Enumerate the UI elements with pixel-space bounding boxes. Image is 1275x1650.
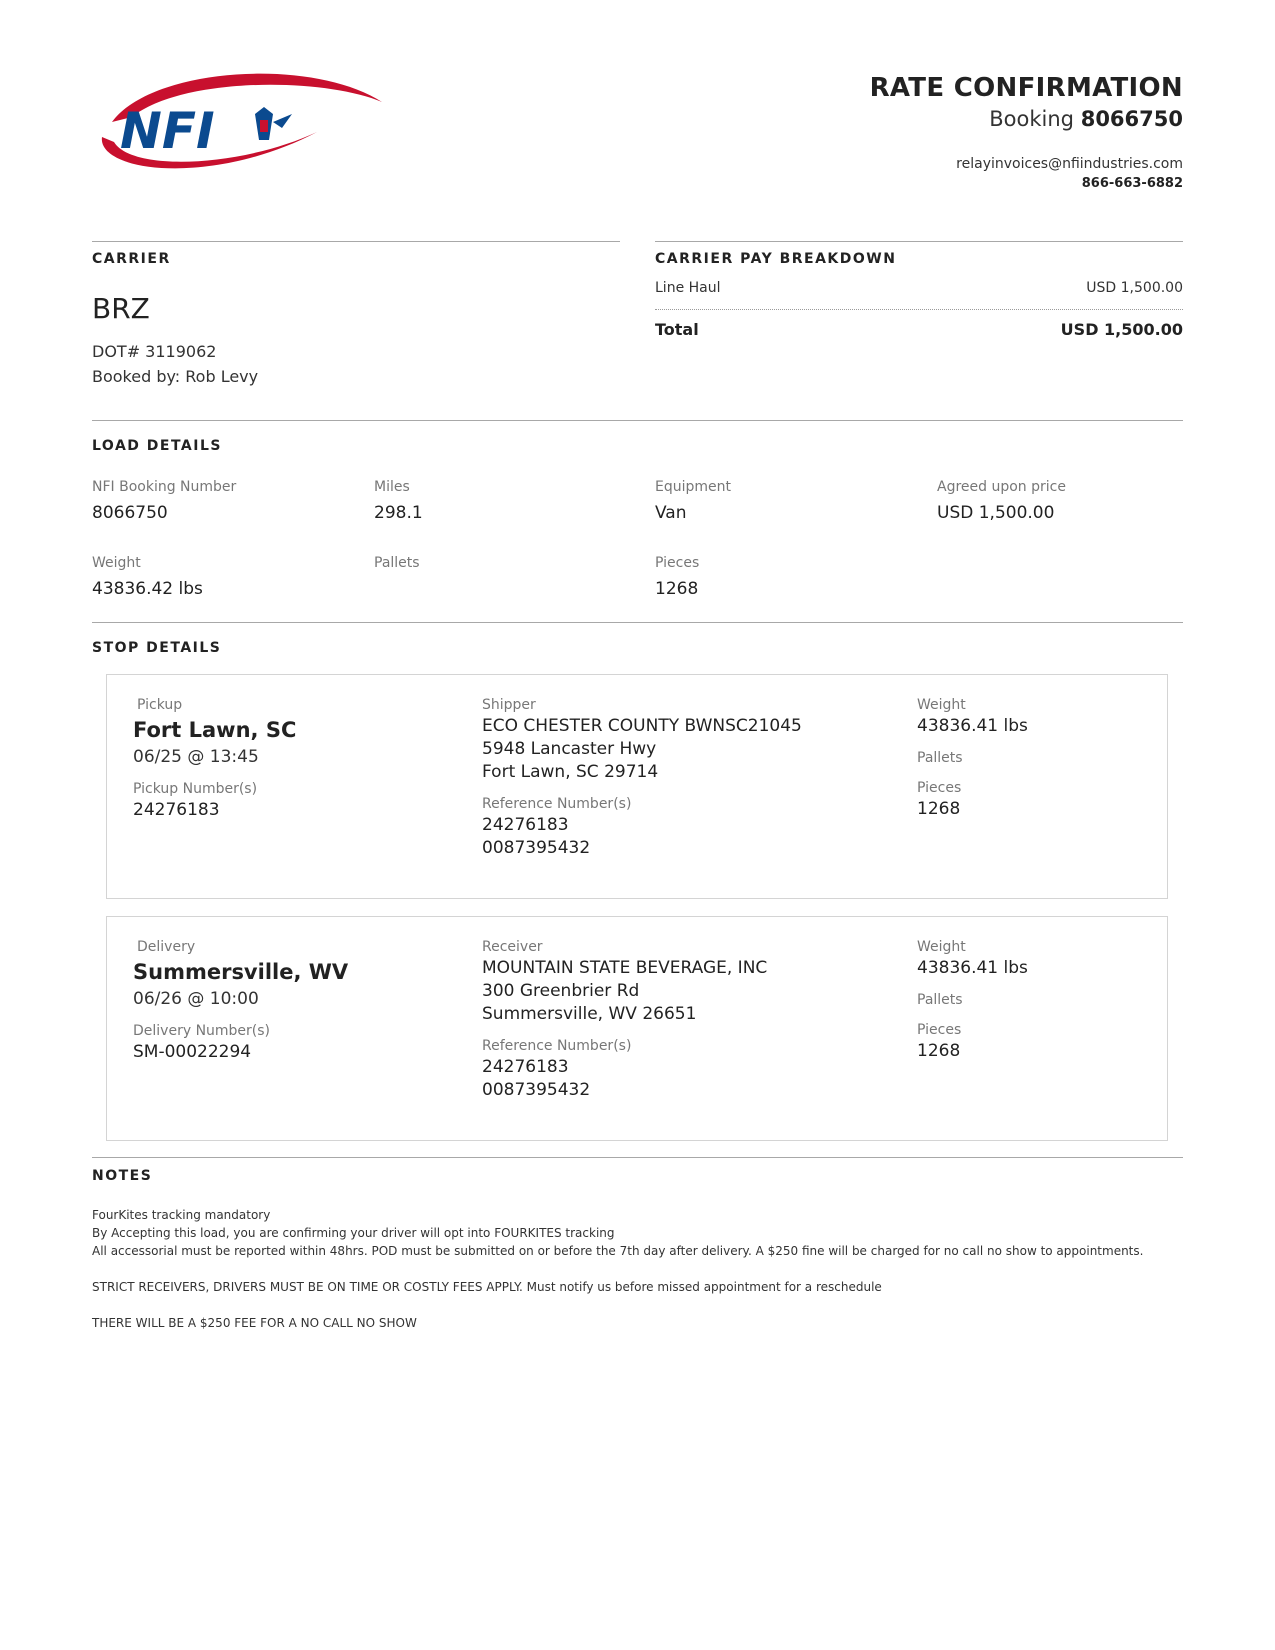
stop-datetime: 06/25 @ 13:45 — [133, 747, 259, 767]
party-address-line1: 300 Greenbrier Rd — [482, 981, 640, 1001]
field-label: Agreed upon price — [937, 479, 1066, 495]
field-label: Miles — [374, 479, 410, 495]
stop-number: 24276183 — [133, 800, 220, 820]
load-field-equipment — [655, 477, 731, 525]
stop-party — [482, 937, 767, 1102]
reference-number: 0087395432 — [482, 1080, 591, 1100]
contact-email[interactable]: relayinvoices@nfiindustries.com — [956, 156, 1183, 172]
note-line: By Accepting this load, you are confirming your driver will opt into FOURKITES tracking — [92, 1226, 615, 1240]
pallets-label: Pallets — [917, 992, 963, 1008]
line-haul-row — [655, 280, 1183, 296]
pay-heading: CARRIER PAY BREAKDOWN — [655, 251, 897, 267]
reference-number: 24276183 — [482, 1057, 569, 1077]
note-line: THERE WILL BE A $250 FEE FOR A NO CALL NO SHOW — [92, 1316, 417, 1330]
weight-label: Weight — [917, 697, 966, 713]
field-value: 8066750 — [92, 503, 168, 523]
note-line: STRICT RECEIVERS, DRIVERS MUST BE ON TIME OR COSTLY FEES APPLY. Must notify us before missed appointment for a reschedule — [92, 1280, 882, 1294]
weight-value: 43836.41 lbs — [917, 958, 1028, 978]
pieces-label: Pieces — [917, 780, 962, 796]
total-value: USD 1,500.00 — [1060, 320, 1183, 339]
reference-label: Reference Number(s) — [482, 1038, 632, 1054]
carrier-name: BRZ — [92, 292, 150, 325]
stop-freight — [917, 695, 1028, 821]
field-value: 298.1 — [374, 503, 423, 523]
party-address-line2: Summersville, WV 26651 — [482, 1004, 697, 1024]
pieces-value: 1268 — [917, 1041, 961, 1061]
divider — [92, 1157, 1183, 1158]
load-field-booking-number — [92, 477, 236, 525]
divider — [655, 241, 1183, 242]
booking-label: Booking — [989, 107, 1075, 131]
stop-card-delivery — [106, 916, 1168, 1141]
reference-number: 24276183 — [482, 815, 569, 835]
field-label: Pieces — [655, 555, 700, 571]
field-value: Van — [655, 503, 687, 523]
divider — [92, 420, 1183, 421]
load-field-miles — [374, 477, 423, 525]
carrier-dot: DOT# 3119062 — [92, 342, 217, 361]
field-label: Pallets — [374, 555, 420, 571]
logo-text: NFI — [120, 102, 215, 160]
field-value: USD 1,500.00 — [937, 503, 1055, 523]
party-address-line1: 5948 Lancaster Hwy — [482, 739, 657, 759]
load-field-agreed-price — [937, 477, 1066, 525]
dotted-divider — [655, 309, 1183, 310]
nfi-logo — [92, 62, 392, 187]
total-row — [655, 320, 1183, 339]
stop-number-label: Delivery Number(s) — [133, 1023, 271, 1039]
field-label: Equipment — [655, 479, 731, 495]
line-haul-value: USD 1,500.00 — [1086, 280, 1183, 296]
field-label: Weight — [92, 555, 141, 571]
line-haul-label: Line Haul — [655, 280, 721, 296]
pallets-label: Pallets — [917, 750, 963, 766]
party-name: ECO CHESTER COUNTY BWNSC21045 — [482, 716, 802, 736]
load-heading: LOAD DETAILS — [92, 438, 222, 454]
stop-card-pickup — [106, 674, 1168, 899]
stop-city: Fort Lawn, SC — [133, 718, 297, 742]
party-label: Receiver — [482, 939, 543, 955]
stops-heading: STOP DETAILS — [92, 640, 222, 656]
field-value: 43836.42 lbs — [92, 579, 203, 599]
booking-number: 8066750 — [1080, 107, 1183, 131]
stop-summary — [133, 937, 348, 1064]
eagle-icon — [255, 107, 292, 140]
reference-number: 0087395432 — [482, 838, 591, 858]
booked-by: Booked by: Rob Levy — [92, 367, 259, 386]
stop-number: SM-00022294 — [133, 1042, 252, 1062]
pieces-label: Pieces — [917, 1022, 962, 1038]
field-value: 1268 — [655, 579, 699, 599]
stop-freight — [917, 937, 1028, 1063]
notes-body — [92, 1206, 1192, 1332]
weight-value: 43836.41 lbs — [917, 716, 1028, 736]
divider — [92, 241, 620, 242]
load-field-weight — [92, 553, 203, 601]
stop-type-label: Pickup — [137, 697, 183, 713]
total-label: Total — [655, 320, 699, 339]
carrier-heading: CARRIER — [92, 251, 171, 267]
reference-label: Reference Number(s) — [482, 796, 632, 812]
stop-number-label: Pickup Number(s) — [133, 781, 258, 797]
note-line: FourKites tracking mandatory — [92, 1208, 271, 1222]
party-address-line2: Fort Lawn, SC 29714 — [482, 762, 659, 782]
document-title: RATE CONFIRMATION — [869, 73, 1183, 103]
booking-line — [870, 104, 1183, 134]
stop-type-label: Delivery — [137, 939, 196, 955]
stop-party — [482, 695, 802, 860]
stop-city: Summersville, WV — [133, 960, 349, 984]
load-field-pallets — [374, 553, 420, 577]
notes-heading: NOTES — [92, 1168, 153, 1184]
field-label: NFI Booking Number — [92, 479, 237, 495]
weight-label: Weight — [917, 939, 966, 955]
document-header — [870, 72, 1183, 194]
pieces-value: 1268 — [917, 799, 961, 819]
note-line: All accessorial must be reported within 48hrs. POD must be submitted on or before the 7th day after delivery. A $250 fine will be charged for no call no show to appointments. — [92, 1244, 1144, 1258]
contact-phone: 866-663-6882 — [1081, 176, 1183, 191]
party-label: Shipper — [482, 697, 536, 713]
party-name: MOUNTAIN STATE BEVERAGE, INC — [482, 958, 768, 978]
stop-datetime: 06/26 @ 10:00 — [133, 989, 259, 1009]
stop-summary — [133, 695, 296, 822]
load-field-pieces — [655, 553, 699, 601]
divider — [92, 622, 1183, 623]
